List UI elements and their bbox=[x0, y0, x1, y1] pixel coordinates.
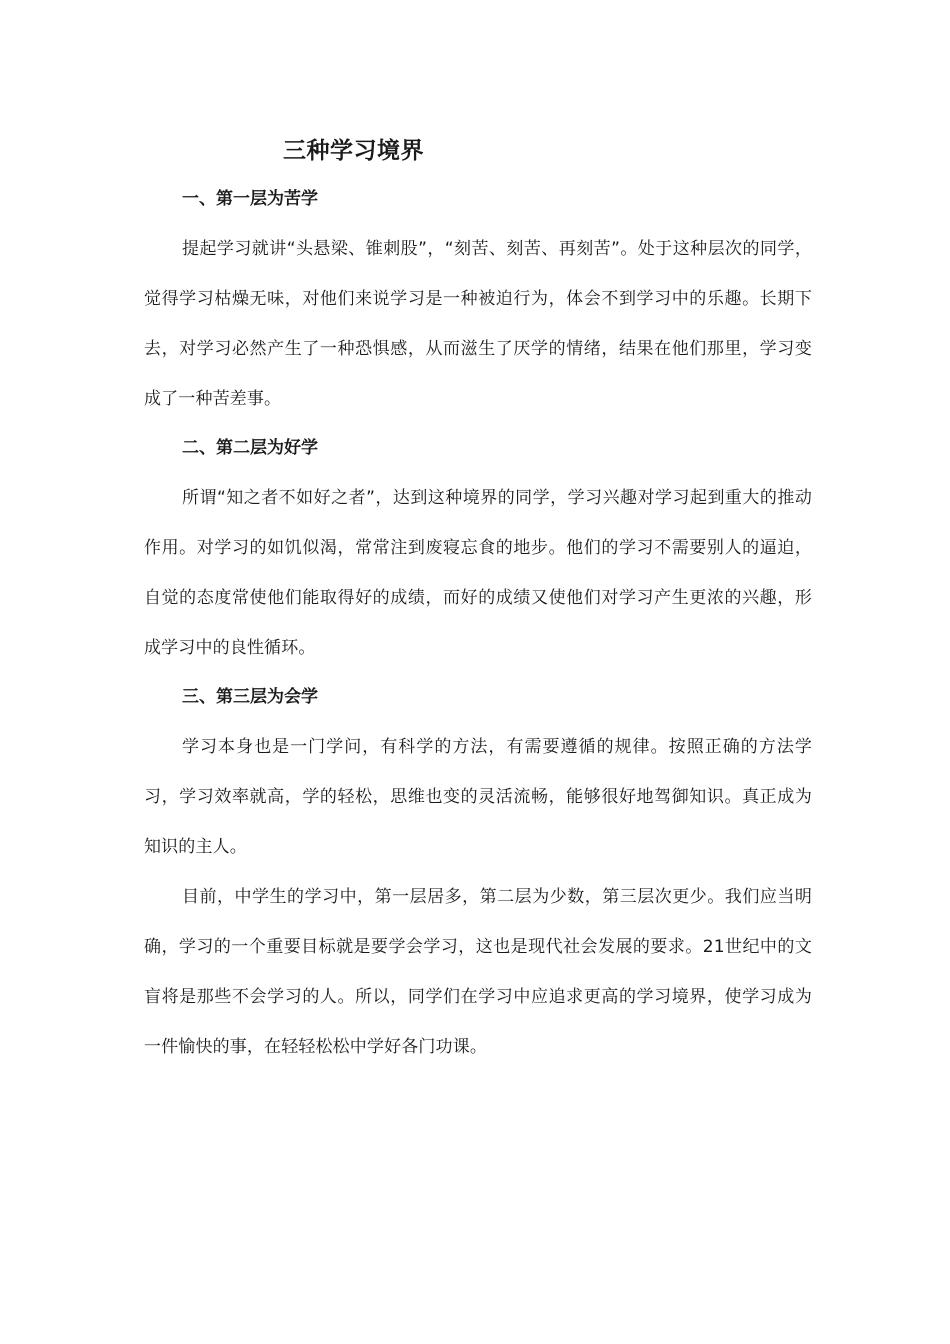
document-title: 三种学习境界 bbox=[283, 138, 424, 164]
section-paragraph-3: 学习本身也是一门学问，有科学的方法，有需要遵循的规律。按照正确的方法学习，学习效率就高，学的轻松，思维也变的灵活流畅，能够很好地驾御知识。真正成为知识的主人。 bbox=[144, 737, 812, 857]
section-heading-3: 三、第三层为会学 bbox=[182, 687, 318, 707]
section-heading-1: 一、第一层为苦学 bbox=[182, 189, 318, 209]
section-paragraph-1: 提起学习就讲“头悬梁、锥刺股”，“刻苦、刻苦、再刻苦”。处于这种层次的同学，觉得学习枯燥无味，对他们来说学习是一种被迫行为，体会不到学习中的乐趣。长期下去，对学习必然产生了一种恐惧感，从而滋生了厌学的情绪，结果在他们那里，学习变成了一种苦差事。 bbox=[144, 239, 812, 409]
document-body bbox=[144, 181, 812, 1072]
conclusion-paragraph: 目前，中学生的学习中，第一层居多，第二层为少数，第三层次更少。我们应当明确，学习的一个重要目标就是要学会学习，这也是现代社会发展的要求。21世纪中的文盲将是那些不会学习的人。所以，同学们在学习中应追求更高的学习境界，使学习成为一件愉快的事，在轻轻松松中学好各门功课。 bbox=[144, 887, 812, 1057]
section-heading-2: 二、第二层为好学 bbox=[182, 438, 318, 458]
section-paragraph-2: 所谓“知之者不如好之者”，达到这种境界的同学，学习兴趣对学习起到重大的推动作用。对学习的如饥似渴，常常注到废寝忘食的地步。他们的学习不需要别人的逼迫，自觉的态度常使他们能取得好的成绩，而好的成绩又使他们对学习产生更浓的兴趣，形成学习中的良性循环。 bbox=[144, 488, 812, 658]
